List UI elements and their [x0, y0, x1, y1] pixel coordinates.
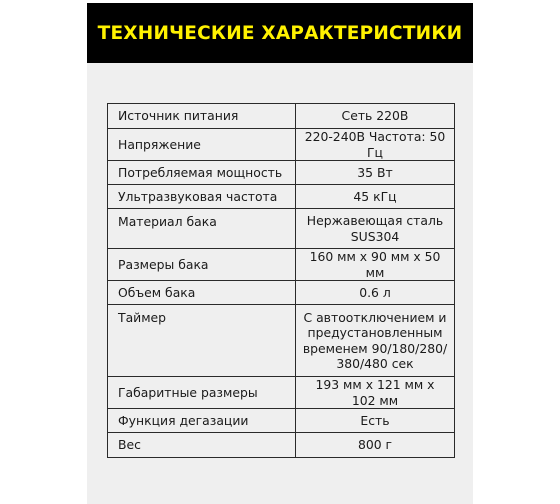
table-row: [108, 305, 455, 377]
row-label: Габаритные размеры: [108, 377, 296, 409]
specs-table: [107, 103, 455, 458]
table-row: [108, 377, 455, 409]
row-label: Потребляемая мощность: [108, 161, 296, 185]
row-value: 35 Вт: [296, 161, 455, 185]
row-value: 220-240В Частота: 50 Гц: [296, 129, 455, 161]
row-value: 45 кГц: [296, 185, 455, 209]
row-label: Напряжение: [108, 129, 296, 161]
table-row: [108, 409, 455, 433]
row-label: Ультразвуковая частота: [108, 185, 296, 209]
table-row: [108, 209, 455, 249]
row-label: Источник питания: [108, 104, 296, 129]
row-label: Материал бака: [108, 209, 296, 249]
row-label: Размеры бака: [108, 249, 296, 281]
row-value: 160 мм x 90 мм x 50 мм: [296, 249, 455, 281]
row-value: Сеть 220В: [296, 104, 455, 129]
row-value: Нержавеющая сталь SUS304: [296, 209, 455, 249]
page-title: ТЕХНИЧЕСКИЕ ХАРАКТЕРИСТИКИ: [97, 22, 463, 44]
row-value: 800 г: [296, 433, 455, 458]
table-row: [108, 161, 455, 185]
table-row: [108, 104, 455, 129]
row-value: 193 мм x 121 мм x 102 мм: [296, 377, 455, 409]
row-value: 0.6 л: [296, 281, 455, 305]
table-row: [108, 185, 455, 209]
table-row: [108, 433, 455, 458]
table-row: [108, 129, 455, 161]
row-value: С автоотключением и предустановленным временем 90/180/280/ 380/480 сек: [296, 305, 455, 377]
row-label: Объем бака: [108, 281, 296, 305]
row-value: Есть: [296, 409, 455, 433]
row-label: Функция дегазации: [108, 409, 296, 433]
table-row: [108, 281, 455, 305]
header-banner: [87, 3, 473, 63]
table-row: [108, 249, 455, 281]
row-label: Вес: [108, 433, 296, 458]
row-label: Таймер: [108, 305, 296, 377]
